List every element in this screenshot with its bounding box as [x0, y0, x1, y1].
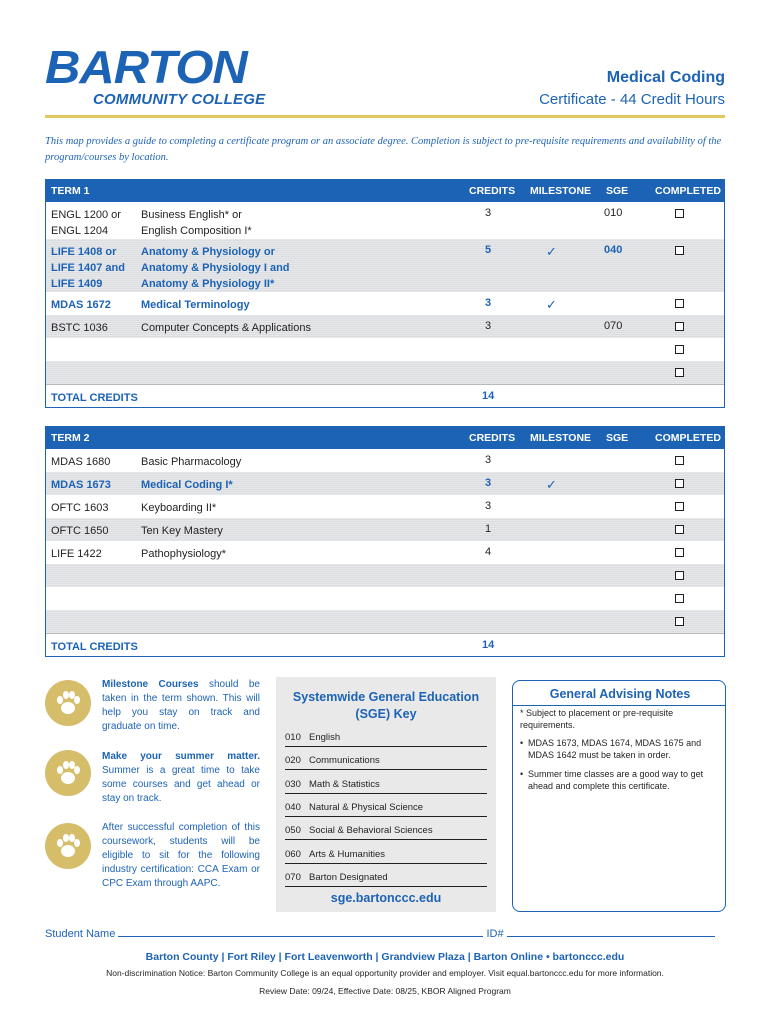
sge-key-item	[285, 732, 487, 747]
student-name-field[interactable]	[118, 928, 483, 937]
table-row	[46, 564, 724, 587]
course-code: MDAS 1673	[51, 479, 111, 491]
sge-link[interactable]: sge.bartonccc.edu	[330, 891, 442, 905]
sge-header: SGE	[606, 432, 629, 444]
paw-icon	[45, 750, 91, 796]
total-credits-value: 14	[482, 639, 495, 651]
sge-code: 040	[285, 801, 301, 813]
intro-text: This map provides a guide to completing a certificate program or an associate degree. Completion is subject to pre-requisite requirements and availability of the program/courses by location.	[45, 136, 722, 163]
milestone-header: MILESTONE	[530, 432, 592, 444]
summer-note	[102, 750, 260, 806]
table-row	[46, 541, 724, 564]
sge-key-box	[276, 677, 496, 912]
completed-checkbox-icon[interactable]	[675, 322, 684, 331]
term-2-header	[46, 427, 724, 449]
program-subtitle: Certificate - 44 Credit Hours	[539, 91, 725, 108]
student-name-label: Student Name	[45, 928, 116, 940]
sge-key-title: Systemwide General Education (SGE) Key	[292, 690, 480, 721]
milestone-checkmark-icon: ✓	[546, 477, 557, 492]
sge-label: Arts & Humanities	[309, 848, 386, 860]
advising-note-order: • MDAS 1673, MDAS 1674, MDAS 1675 and MDAS 1642 must be taken in order.	[520, 737, 720, 761]
total-credits-value: 14	[482, 390, 495, 402]
advising-note-summer: • Summer time classes are a good way to get ahead and complete this certificate.	[520, 768, 720, 792]
table-row	[46, 202, 724, 239]
barton-logo	[45, 44, 315, 110]
course-title: Medical Coding I*	[141, 479, 233, 491]
summer-note-body: Summer is a great time to take some courses and get ahead or stay on track.	[102, 765, 260, 804]
student-id-field[interactable]	[507, 928, 715, 937]
course-code: OFTC 1650	[51, 525, 109, 537]
sge-key-item	[285, 872, 487, 887]
course-credits: 3	[484, 297, 492, 309]
sge-label: Math & Statistics	[309, 778, 380, 790]
logo-subtitle: COMMUNITY COLLEGE	[93, 91, 266, 108]
course-title: Pathophysiology*	[141, 548, 227, 560]
course-credits: 3	[484, 454, 492, 466]
milestone-note	[102, 678, 260, 734]
completed-checkbox-icon[interactable]	[675, 479, 684, 488]
table-row	[46, 495, 724, 518]
student-id-label: ID#	[486, 928, 504, 940]
course-title: Basic Pharmacology	[141, 456, 242, 468]
sge-code: 030	[285, 778, 301, 790]
milestone-note-heading: Milestone Courses	[102, 679, 199, 690]
table-row	[46, 338, 724, 361]
header-divider	[45, 115, 725, 118]
student-info-line	[45, 928, 730, 940]
sge-label: Natural & Physical Science	[309, 801, 424, 813]
table-row	[46, 610, 724, 633]
logo-wordmark: BARTON	[45, 42, 247, 94]
completed-checkbox-icon[interactable]	[675, 345, 684, 354]
term-label: TERM 2	[51, 432, 90, 444]
course-code: LIFE 1408 or LIFE 1407 and LIFE 1409	[51, 246, 125, 290]
term-1-table	[45, 179, 725, 408]
course-title: Business English* or English Composition I*	[141, 209, 252, 237]
sge-code: 070	[285, 871, 301, 883]
completed-checkbox-icon[interactable]	[675, 548, 684, 557]
completed-header: COMPLETED	[655, 432, 721, 444]
summer-note-heading: Make your summer matter.	[102, 751, 260, 762]
course-title: Ten Key Mastery	[141, 525, 223, 537]
locations-footer: Barton County | Fort Riley | Fort Leavenworth | Grandview Plaza | Barton Online • bartonccc.edu	[145, 951, 625, 963]
course-credits: 4	[484, 546, 492, 558]
sge-code: 060	[285, 848, 301, 860]
completed-checkbox-icon[interactable]	[675, 525, 684, 534]
sge-label: Communications	[309, 755, 380, 767]
sge-key-item	[285, 755, 487, 770]
course-title: Keyboarding II*	[141, 502, 217, 514]
term-label: TERM 1	[51, 185, 90, 197]
table-row	[46, 315, 724, 338]
advising-divider	[513, 705, 725, 706]
completed-checkbox-icon[interactable]	[675, 571, 684, 580]
credits-header: CREDITS	[469, 432, 516, 444]
certification-note: After successful completion of this coursework, students will be eligible to sit for the following industry certification: CCA Exam or CPC Exam through AAPC.	[102, 822, 260, 889]
nondiscrimination-notice: Non-discrimination Notice: Barton Community College is an equal opportunity provider and employer. Visit equal.bartonccc.edu for more information.	[106, 968, 664, 978]
sge-key-item	[285, 802, 487, 817]
milestone-header: MILESTONE	[530, 185, 592, 197]
completed-checkbox-icon[interactable]	[675, 594, 684, 603]
sge-header: SGE	[606, 185, 629, 197]
general-advising-notes	[512, 680, 726, 912]
course-credits: 3	[484, 320, 492, 332]
course-credits: 3	[484, 500, 492, 512]
course-credits: 3	[484, 207, 492, 219]
completed-checkbox-icon[interactable]	[675, 617, 684, 626]
milestone-checkmark-icon: ✓	[546, 297, 557, 312]
course-credits: 1	[484, 523, 492, 535]
course-code: MDAS 1672	[51, 299, 111, 311]
course-code: ENGL 1200 or ENGL 1204	[51, 209, 121, 237]
total-credits-label: TOTAL CREDITS	[51, 641, 138, 653]
total-credits-label: TOTAL CREDITS	[51, 392, 138, 404]
term-2-total-row	[46, 633, 724, 656]
course-sge: 040	[604, 244, 623, 256]
term-1-total-row	[46, 384, 724, 407]
table-row	[46, 472, 724, 495]
course-code: BSTC 1036	[51, 322, 108, 334]
completed-checkbox-icon[interactable]	[675, 456, 684, 465]
sge-code: 050	[285, 825, 301, 837]
completed-header: COMPLETED	[655, 185, 721, 197]
course-code: LIFE 1422	[51, 548, 102, 560]
course-sge: 070	[604, 320, 623, 332]
table-row	[46, 292, 724, 315]
sge-code: 010	[285, 732, 301, 743]
credits-header: CREDITS	[469, 185, 516, 197]
course-title: Computer Concepts & Applications	[141, 322, 311, 334]
sge-key-item	[285, 779, 487, 794]
completed-checkbox-icon[interactable]	[675, 246, 684, 255]
term-2-rows	[46, 449, 724, 633]
table-row	[46, 449, 724, 472]
completed-checkbox-icon[interactable]	[675, 299, 684, 308]
completed-checkbox-icon[interactable]	[675, 368, 684, 377]
course-title: Anatomy & Physiology or Anatomy & Physiology I and Anatomy & Physiology II*	[141, 246, 290, 290]
advising-title: General Advising Notes	[549, 687, 691, 701]
review-date: Review Date: 09/24, Effective Date: 08/25, KBOR Aligned Program	[259, 986, 511, 996]
table-row	[46, 239, 724, 292]
sge-key-item	[285, 849, 487, 864]
table-row	[46, 361, 724, 384]
term-1-header	[46, 180, 724, 202]
sge-key-item	[285, 825, 487, 840]
sge-label: Barton Designated	[309, 871, 388, 883]
completed-checkbox-icon[interactable]	[675, 209, 684, 218]
table-row	[46, 587, 724, 610]
sge-label: Social & Behavioral Sciences	[309, 825, 433, 837]
sge-label: English	[309, 732, 341, 743]
course-credits: 3	[484, 477, 492, 489]
advising-note-placement: * Subject to placement or pre-requisite requirements.	[520, 708, 674, 730]
milestone-checkmark-icon: ✓	[546, 244, 557, 259]
completed-checkbox-icon[interactable]	[675, 502, 684, 511]
term-2-table	[45, 426, 725, 657]
program-title: Medical Coding	[606, 69, 725, 86]
milestone-note-body: should be taken in the term shown. This will help you stay on track and graduate on time.	[102, 679, 260, 732]
course-code: OFTC 1603	[51, 502, 109, 514]
paw-icon	[45, 823, 91, 869]
course-sge: 010	[604, 207, 623, 219]
course-code: MDAS 1680	[51, 456, 111, 468]
course-credits: 5	[484, 244, 492, 256]
sge-code: 020	[285, 755, 301, 767]
term-1-rows	[46, 202, 724, 384]
table-row	[46, 518, 724, 541]
course-title: Medical Terminology	[141, 299, 250, 311]
paw-icon	[45, 680, 91, 726]
